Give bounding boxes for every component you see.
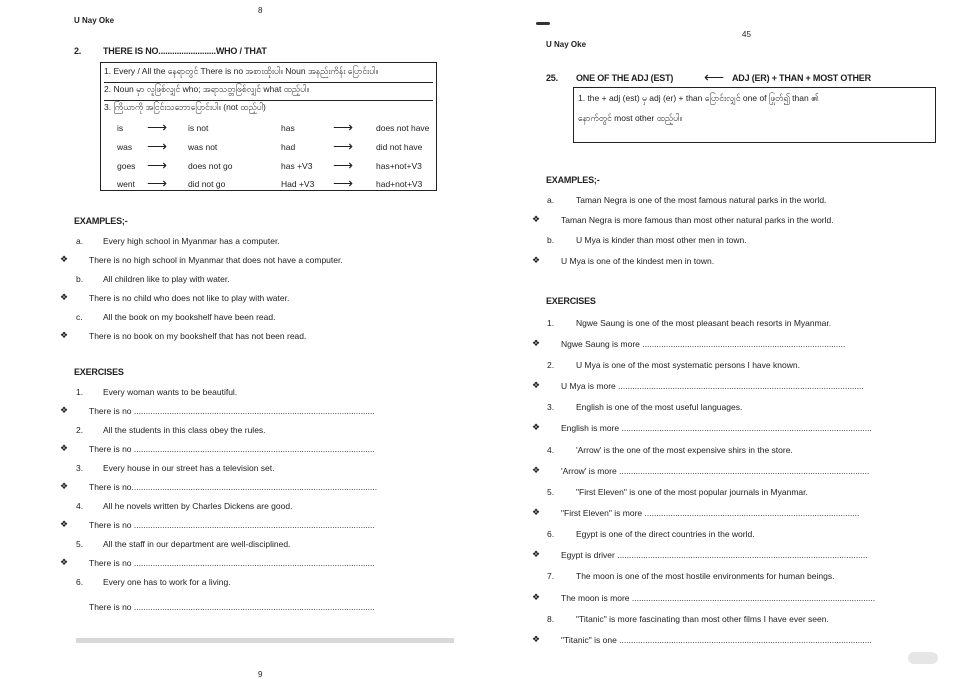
verb-cell: had+not+V3 [376,179,423,189]
exercise-number: 1. [547,318,555,328]
rule-line-1: 1. Every / All the နေရာတွင် There is no အစားထိုးပါ။ Noun အနည်းကိန်း ပြောင်းပါ။ [104,66,433,83]
rule-line-3: 3. ကြိယာကို အငြင်းသဘောပြောင်းပါ။ (not ထည့်ပါ) [104,102,266,112]
page-number-bottom: 9 [258,670,263,679]
exercise-sentence: Every house in our street has a television set. [103,463,275,473]
arrow-icon: ⟶ [147,157,168,173]
diamond-bullet-icon: ❖ [532,380,541,390]
diamond-bullet-icon: ❖ [532,592,541,602]
diamond-bullet-icon: ❖ [60,405,69,415]
page-number-top: 8 [258,6,263,15]
exercise-number: 2. [76,425,84,435]
example-letter: b. [547,235,555,245]
exercise-sentence: All the staff in our department are well-disciplined. [103,539,291,549]
exercise-number: 6. [547,529,555,539]
exercise-sentence: Ngwe Saung is one of the most pleasant beach resorts in Myanmar. [576,318,832,328]
exercise-sentence: "First Eleven" is one of the most popular journals in Myanmar. [576,487,808,497]
section-title: THERE IS NO.........................WHO / THAT [103,46,267,56]
answer-line[interactable]: There is no ...................................................................................................... [89,602,375,612]
exercise-number: 5. [547,487,555,497]
answer-line[interactable]: U Mya is more ........................................................................................................ [561,381,864,391]
verb-cell: has+not+V3 [376,161,422,171]
verb-cell: was not [188,142,218,152]
example-sentence: All the book on my bookshelf have been read. [103,312,276,322]
arrow-icon: ⟶ [333,157,354,173]
diamond-bullet-icon: ❖ [60,557,69,567]
examples-label: EXAMPLES;- [74,216,128,226]
exercise-number: 4. [76,501,84,511]
example-sentence: Every high school in Myanmar has a computer. [103,236,280,246]
diamond-bullet-icon: ❖ [532,634,541,644]
answer-line[interactable]: English is more .......................................................................................................... [561,423,872,433]
verb-cell: is [117,123,124,133]
exercises-label: EXERCISES [74,367,124,377]
example-letter: a. [547,195,555,205]
examples-label: EXAMPLES;- [546,175,600,185]
exercise-number: 3. [547,402,555,412]
exercise-number: 7. [547,571,555,581]
exercise-number: 6. [76,577,84,587]
section-title-target: ADJ (ER) + THAN + MOST OTHER [732,73,871,83]
rule-box [573,87,936,143]
example-sentence: There is no book on my bookshelf that has not been read. [89,331,307,341]
exercise-number: 5. [76,539,84,549]
diamond-bullet-icon: ❖ [60,481,69,491]
answer-line[interactable]: Egypt is driver .......................................................................................................... [561,550,868,560]
arrow-icon: ⟶ [333,138,354,154]
diamond-bullet-icon: ❖ [60,292,69,302]
arrow-icon: ⟶ [333,175,354,191]
exercise-sentence: English is one of the most useful languages. [576,402,743,412]
example-sentence: There is no child who does not like to play with water. [89,293,290,303]
verb-cell: does not go [188,161,233,171]
answer-line[interactable]: There is no ...................................................................................................... [89,406,375,416]
example-letter: a. [76,236,84,246]
rule-line-1: 1. the + adj (est) မှ adj (er) + than ပြောင်းလျှင် one of ဖြုတ်၍ than ၏ [578,93,819,103]
section-number: 2. [74,46,82,56]
verb-cell: goes [117,161,136,171]
rule-line-2: နောက်တွင် most other ထည့်ပါ။ [578,113,683,123]
example-sentence: Taman Negra is one of the most famous natural parks in the world. [576,195,827,205]
answer-line[interactable]: 'Arrow' is more .......................................................................................................... [561,466,870,476]
section-title: ONE OF THE ADJ (EST) [576,73,674,83]
example-letter: c. [76,312,83,322]
verb-cell: was [117,142,133,152]
exercise-sentence: Egypt is one of the direct countries in the world. [576,529,755,539]
corner-mark [536,22,550,25]
example-sentence: All children like to play with water. [103,274,230,284]
author-name: U Nay Oke [546,40,587,49]
example-sentence: There is no high school in Myanmar that does not have a computer. [89,255,343,265]
diamond-bullet-icon: ❖ [532,338,541,348]
exercise-sentence: Every one has to work for a living. [103,577,231,587]
diamond-bullet-icon: ❖ [532,214,541,224]
verb-cell: does not have [376,123,430,133]
exercise-number: 2. [547,360,555,370]
page-number: 45 [742,30,751,39]
verb-cell: did not go [188,179,226,189]
exercise-sentence: 'Arrow' is the one of the most expensive shirs in the store. [576,445,793,455]
rule-line-2: 2. Noun မှာ လူဖြစ်လျှင် who; အရာသတ္တဖြစ်လျှင် what ထည့်ပါ။ [104,84,433,101]
rule-box [100,62,437,191]
example-sentence: Taman Negra is more famous than most other natural parks in the world. [561,215,834,225]
page-footer-rule [76,638,454,643]
arrow-icon: ⟶ [147,175,168,191]
left-arrow-icon: ⟵ [704,69,725,85]
exercise-sentence: Every woman wants to be beautiful. [103,387,238,397]
verb-cell: has [281,123,295,133]
exercise-sentence: "Titanic" is more fascinating than most other films I have ever seen. [576,614,829,624]
diamond-bullet-icon: ❖ [60,519,69,529]
verb-cell: has +V3 [281,161,313,171]
exercise-number: 4. [547,445,555,455]
arrow-icon: ⟶ [333,119,354,135]
example-sentence: U Mya is kinder than most other men in town. [576,235,747,245]
exercises-label: EXERCISES [546,296,596,306]
verb-cell: did not have [376,142,423,152]
diamond-bullet-icon: ❖ [532,255,541,265]
right-page [480,0,960,679]
exercise-sentence: All the students in this class obey the rules. [103,425,266,435]
diamond-bullet-icon: ❖ [532,465,541,475]
verb-cell: went [117,179,135,189]
answer-line[interactable]: Ngwe Saung is more ...................................................................................... [561,339,846,349]
verb-cell: is not [188,123,209,133]
answer-line[interactable]: "First Eleven" is more ........................................................................................... [561,508,860,518]
diamond-bullet-icon: ❖ [60,443,69,453]
exercise-number: 3. [76,463,84,473]
section-number: 25. [546,73,558,83]
answer-line[interactable]: There is no........................................................................................................ [89,482,378,492]
diamond-bullet-icon: ❖ [532,422,541,432]
answer-line[interactable]: There is no ...................................................................................................... [89,558,375,568]
diamond-bullet-icon: ❖ [60,254,69,264]
smudge [908,652,938,664]
exercise-number: 8. [547,614,555,624]
arrow-icon: ⟶ [147,119,168,135]
answer-line[interactable]: The moon is more ....................................................................................................... [561,593,876,603]
diamond-bullet-icon: ❖ [60,330,69,340]
verb-cell: had [281,142,296,152]
verb-cell: Had +V3 [281,179,315,189]
answer-line[interactable]: "Titanic" is one ........................................................................................................... [561,635,872,645]
answer-line[interactable]: There is no ...................................................................................................... [89,444,375,454]
diamond-bullet-icon: ❖ [532,549,541,559]
exercise-sentence: U Mya is one of the most systematic persons I have known. [576,360,800,370]
arrow-icon: ⟶ [147,138,168,154]
exercise-sentence: All he novels written by Charles Dickens are good. [103,501,293,511]
diamond-bullet-icon: ❖ [532,507,541,517]
example-letter: b. [76,274,84,284]
exercise-number: 1. [76,387,84,397]
example-sentence: U Mya is one of the kindest men in town. [561,256,715,266]
exercise-sentence: The moon is one of the most hostile environments for human beings. [576,571,835,581]
answer-line[interactable]: There is no ...................................................................................................... [89,520,375,530]
author-name: U Nay Oke [74,16,115,25]
